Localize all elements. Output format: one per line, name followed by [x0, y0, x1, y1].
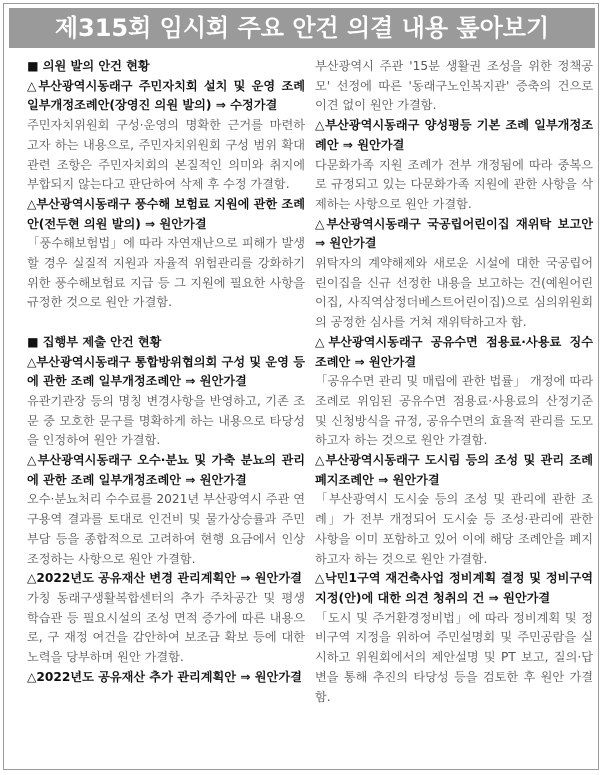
agenda-item-title: △2022년도 공유재산 변경 관리계획안 ⇒ 원안가결	[27, 571, 302, 586]
section-spacer	[27, 313, 305, 333]
agenda-item-description: 「도시 및 주거환경정비법」에 따라 정비계획 및 정비구역 지정을 위하여 주민설명회 및 주민공람을 실시하고 위원회에서의 제안설명 및 PT 보고, 질의·답변을 통해 추진의 타당성 등을 검토한 후 원안 가결함.	[315, 610, 593, 704]
agenda-item-title: △2022년도 공유재산 추가 관리계획안 ⇒ 원안가결	[27, 669, 302, 684]
agenda-item-description: 위탁자의 계약해제와 새로운 시설에 대한 국공립어린이집을 신규 선정한 내용을 보고하는 건(예원어린이집, 사직역삼정더베스트어린이집)으로 심의위원회의 공정한 심사를 거쳐 재위탁하고자 함.	[315, 256, 593, 330]
agenda-item-title: △부산광역시동래구 공유수면 점용료·사용료 징수 조례안 ⇒ 원안가결	[315, 334, 593, 369]
page-title: 제315회 임시회 주요 안건 의결 내용 톺아보기	[9, 8, 595, 48]
agenda-item-title: △부산광역시동래구 도시림 등의 조성 및 관리 조례 폐지조례안 ⇒ 원안가결	[315, 453, 593, 487]
agenda-item-title: △부산광역시동래구 양성평등 기본 조례 일부개정조례안 ⇒ 원안가결	[315, 118, 593, 152]
agenda-item-title: △부산광역시동래구 국공립어린이집 재위탁 보고안 ⇒ 원안가결	[315, 216, 593, 251]
agenda-item-description: 오수·분뇨처리 수수료를 2021년 부산광역시 주관 연구용역 결과를 토대로 인건비 및 물가상승률과 주민 부담 등을 종합적으로 고려하여 현행 요금에서 인상 조정하는 사항으로 원안 가결함.	[27, 492, 305, 566]
agenda-item-title: △낙민1구역 재건축사업 정비계획 결정 및 정비구역 지정(안)에 대한 의견 청취의 건 ⇒ 원안가결	[315, 571, 593, 605]
agenda-item-description: 부산광역시 주관 '15분 생활권 조성을 위한 정책공모' 선정에 따른 '동래구노인복지관' 증축의 건으로 이견 없이 원안 가결함.	[315, 59, 593, 113]
agenda-item-description: 주민자치위원회 구성·운영의 명확한 근거를 마련하고자 하는 내용으로, 주민자치위원회 구성 범위 확대 관련 조항은 주민자치회의 본질적인 의미와 취지에 부합되지 않는다고 판단하여 삭제 후 수정 가결함.	[27, 118, 305, 192]
agenda-item-title: △부산광역시동래구 주민자치회 설치 및 운영 조례 일부개정조례안(장영진 의원 발의) ⇒ 수정가결	[27, 78, 305, 113]
left-column	[27, 57, 305, 687]
right-column	[315, 57, 593, 707]
agenda-item-title: △부산광역시동래구 오수·분뇨 및 가축 분뇨의 관리에 관한 조례 일부개정조례안 ⇒ 원안가결	[27, 453, 305, 487]
agenda-item-description: 유관기관장 등의 명칭 변경사항을 반영하고, 기존 조문 중 모호한 문구를 명확하게 하는 내용으로 타당성을 인정하여 원안 가결함.	[27, 393, 305, 448]
agenda-item-description: 「풍수해보험법」에 따라 자연재난으로 피해가 발생할 경우 실질적 지원과 자율적 위험관리를 강화하기 위한 풍수해보험료 지급 등 그 지원에 필요한 사항을 규정한 것으로 원안 가결함.	[27, 236, 305, 310]
agenda-item-description: 다문화가족 지원 조례가 전부 개정됨에 따라 중복으로 규정되고 있는 다문화가족 지원에 관한 사항을 삭제하는 사항으로 원안 가결함.	[315, 157, 593, 211]
agenda-item-description: 「공유수면 관리 및 매립에 관한 법률」 개정에 따라 조례로 위임된 공유수면 점용료·사용료의 산정기준 및 신청방식을 규정, 공유수면의 효율적 관리를 도모하고자 하는 것으로 원안 가결함.	[315, 374, 593, 448]
agenda-item-title: △부산광역시동래구 통합방위협의회 구성 및 운영 등에 관한 조례 일부개정조례안 ⇒ 원안가결	[27, 354, 305, 389]
agenda-item-description: 「부산광역시 도시숲 등의 조성 및 관리에 관한 조례」가 전부 개정되어 도시숲 등 조성·관리에 관한 사항을 이미 포함하고 있어 이에 해당 조례안을 폐지하고자 하는 것으로 원안 가결함.	[315, 492, 593, 566]
agenda-item-title: △부산광역시동래구 풍수해 보험료 지원에 관한 조례안(전두현 의원 발의) ⇒ 원안가결	[27, 196, 305, 231]
section-heading-member-bills: ■ 의원 발의 안건 현황	[27, 57, 305, 77]
agenda-item-description: 가칭 동래구생활복합센터의 추가 주차공간 및 평생학습관 등 필요시설의 조성 면적 증가에 따른 내용으로, 구 재정 여건을 감안하여 보조금 확보 등에 대한 노력을 당부하며 원안 가결함.	[27, 590, 305, 665]
section-heading-executive-bills: ■ 집행부 제출 안건 현황	[27, 333, 305, 353]
